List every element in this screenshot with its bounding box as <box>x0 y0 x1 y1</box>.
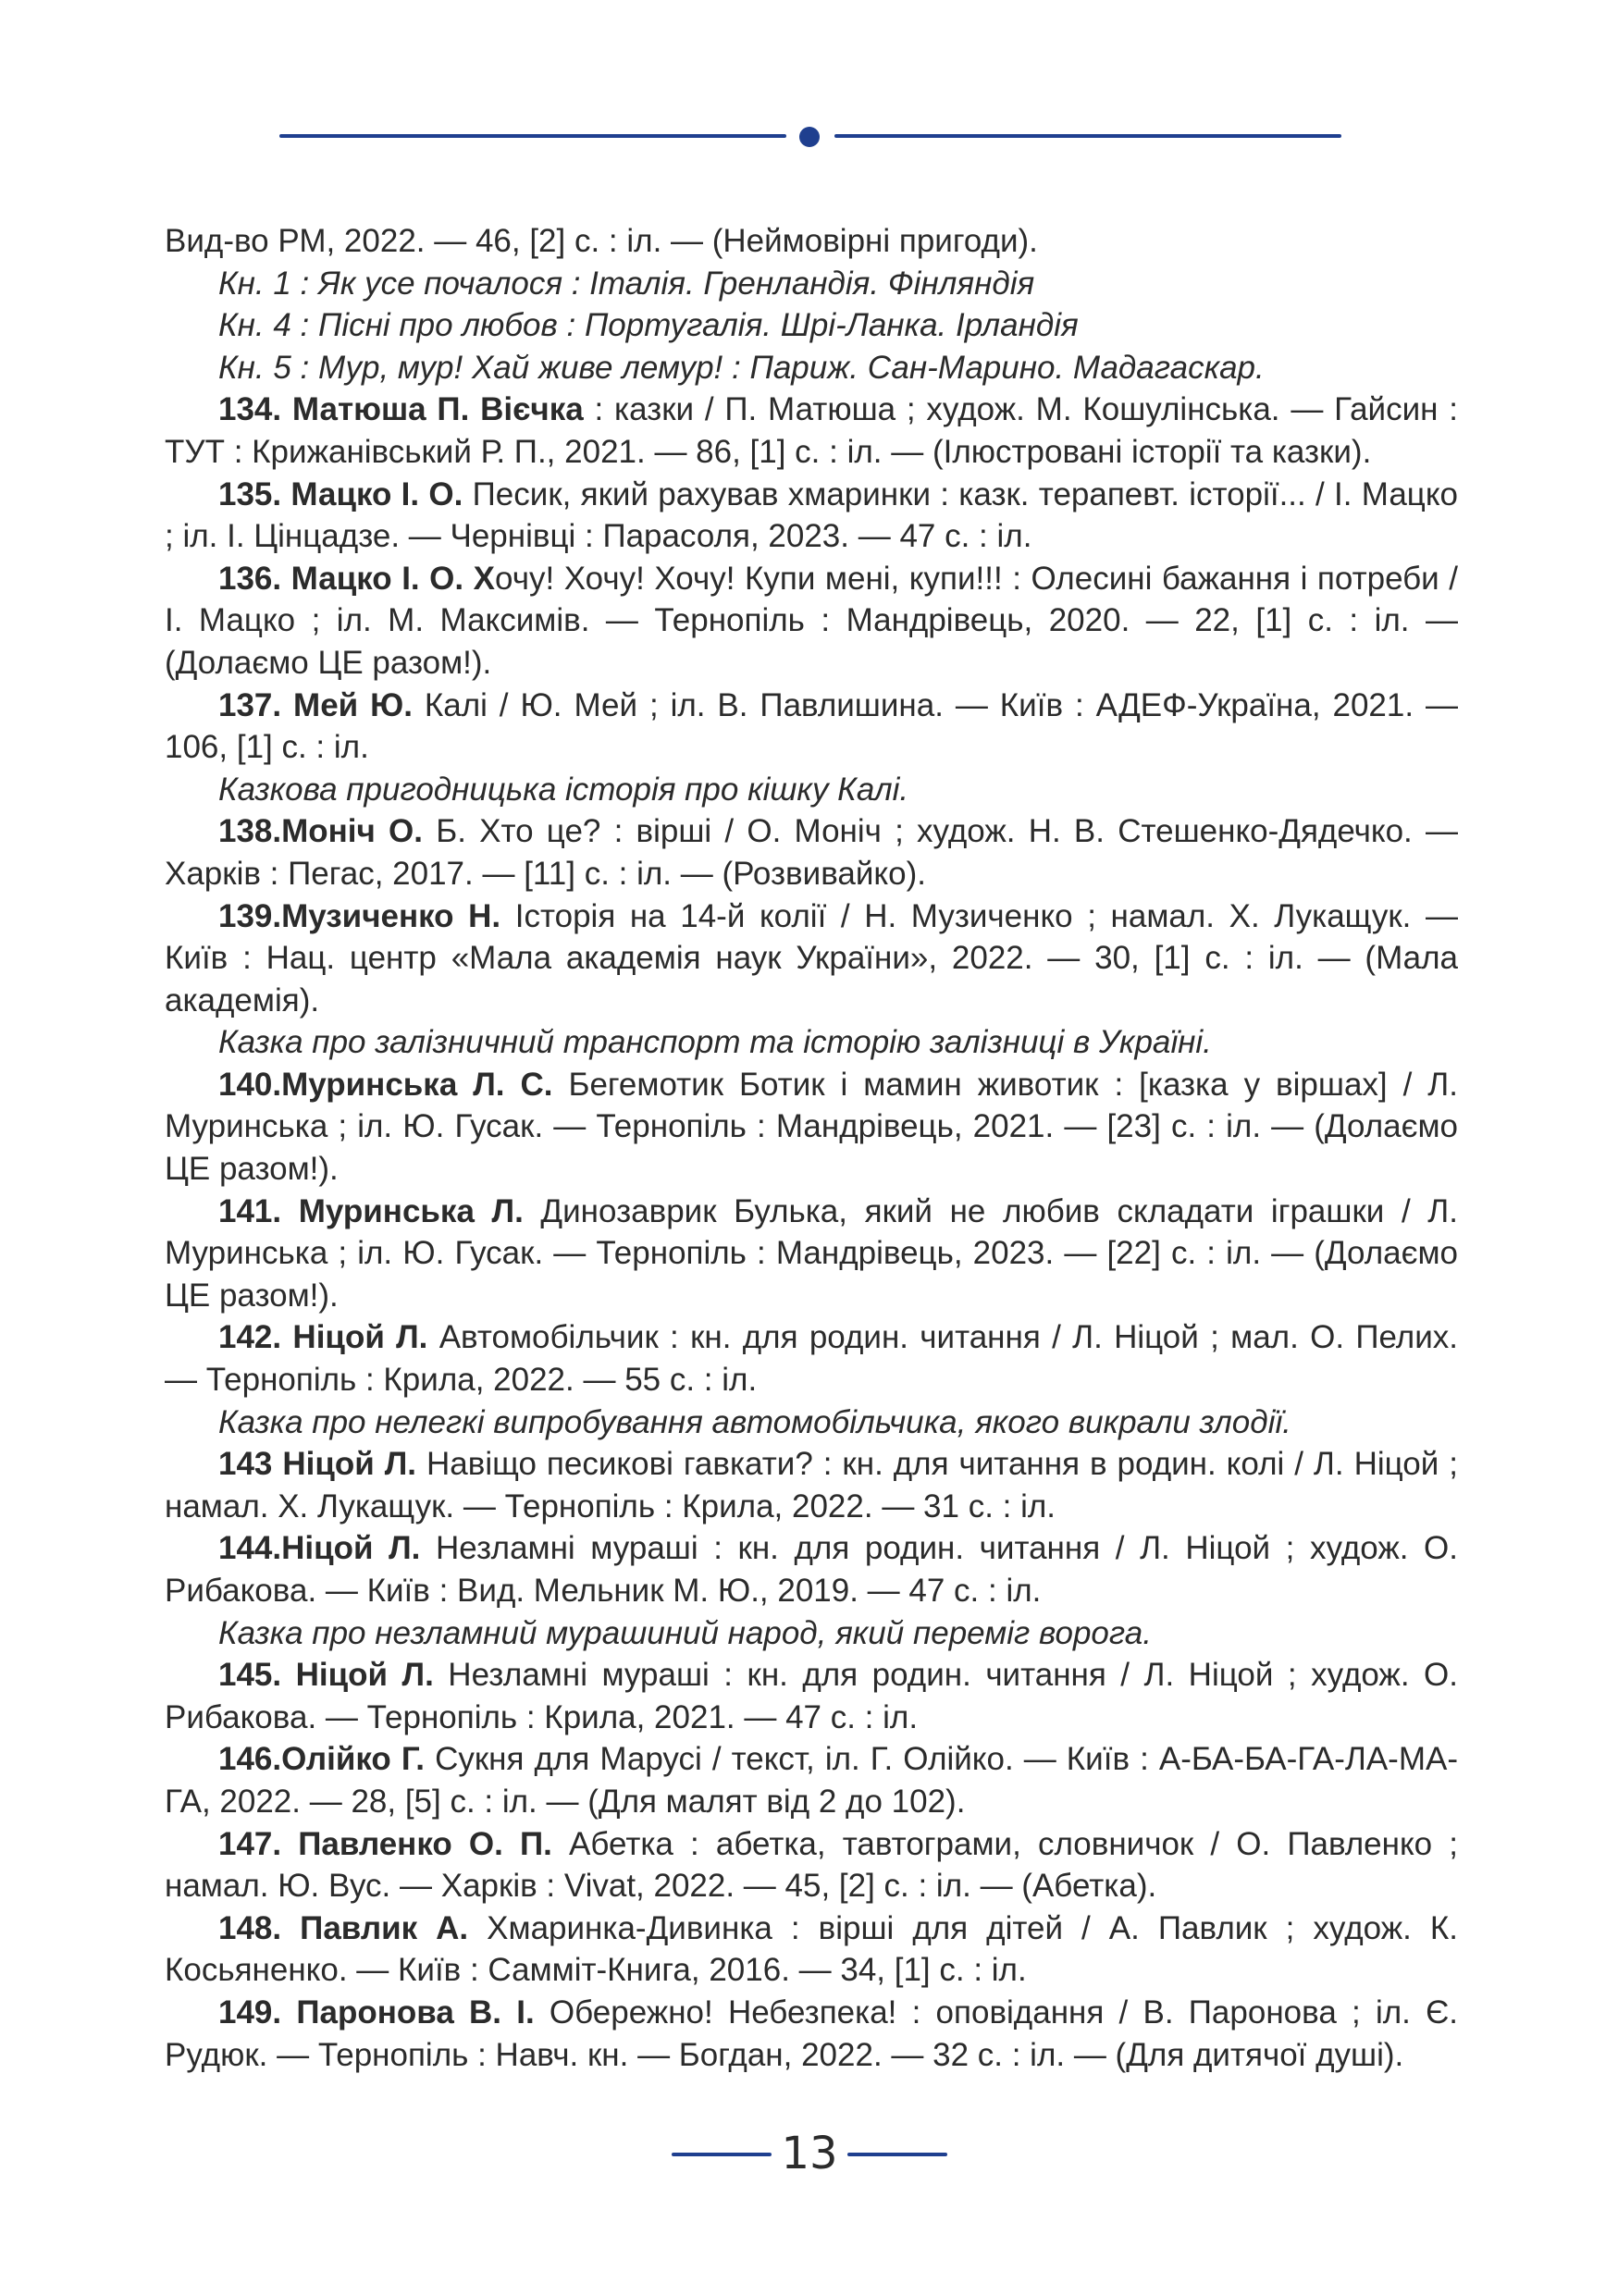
entry-author: Мацко І. О. <box>290 475 463 512</box>
bibliography-entry <box>165 1907 1458 1992</box>
entry-author: Мацко І. О. Х <box>290 560 496 597</box>
entry-annotation: Казка про нелегкі випробування автомобільчика, якого викрали злодії. <box>218 1403 1291 1440</box>
entry-description: Обережно! Небезпека! : оповідання / В. Паронова ; іл. Є. Рудюк. — Тернопіль : Навч. кн. — Богдан, 2022. — 32 с. : іл. — (Для дитячої душі). <box>165 1994 1458 2073</box>
entry-description: Хмаринка-Дивинка : вірші для дітей / А. Павлик ; худож. К. Косьяненко. — Київ : Самміт-Книга, 2016. — 34, [1] с. : іл. <box>165 1909 1458 1989</box>
entry-number: 147. <box>218 1825 282 1862</box>
header-rule-left <box>279 134 786 138</box>
bibliography-entry <box>165 1823 1458 1907</box>
entry-author: Ніцой Л. <box>281 1530 421 1567</box>
entry-description: Динозаврик Булька, який не любив складати іграшки / Л. Муринська ; іл. Ю. Гусак. — Тернопіль : Мандрівець, 2023. — [22] с. : іл. — (Долаємо ЦЕ разом!). <box>165 1192 1458 1314</box>
entry-number: 144. <box>218 1530 282 1567</box>
entry-author: Матюша П. Вієчка <box>291 391 584 428</box>
header-rule-right <box>834 134 1341 138</box>
entry-author: Павлик А. <box>300 1909 469 1946</box>
footer-rule-left <box>672 2153 772 2156</box>
entry-author: Павленко О. П. <box>298 1825 552 1862</box>
entry-annotation: Казка про незламний мурашиний народ, який переміг ворога. <box>218 1614 1152 1651</box>
bibliography-entry <box>165 474 1458 558</box>
header-dot-ornament <box>799 127 820 147</box>
entry-number: 143 <box>218 1446 273 1483</box>
entry-number: 136. <box>218 560 282 597</box>
entry-number: 139. <box>218 897 282 934</box>
entry-number: 145. <box>218 1657 282 1694</box>
entry-author: Музиченко Н. <box>281 897 501 934</box>
entry-number: 142. <box>218 1319 282 1356</box>
bibliography-entry <box>165 685 1458 769</box>
entry-description: Незламні мураші : кн. для родин. читання / Л. Ніцой ; худож. О. Рибакова. — Тернопіль : Крила, 2021. — 47 с. : іл. <box>165 1657 1459 1735</box>
entry-number: 137. <box>218 686 282 723</box>
bibliography-entry <box>165 810 1458 895</box>
continued-entry-text: Вид-во РМ, 2022. — 46, [2] с. : іл. — (Неймовірні пригоди). <box>165 223 1038 259</box>
entry-number: 149. <box>218 1994 282 2031</box>
bibliography-entry <box>165 1443 1458 1527</box>
footer-rule-right <box>847 2153 947 2156</box>
entry-author: Паронова В. І. <box>296 1994 535 2031</box>
entry-description: Абетка : абетка, тавтограми, словничок / О. Павленко ; намал. Ю. Вус. — Харків : Vivat, 2022. — 45, [2] с. : іл. — (Абетка). <box>165 1825 1458 1905</box>
bibliography-entry <box>165 1654 1458 1738</box>
entry-description: Песик, який рахував хмаринки : казк. терапевт. історії... / І. Мацко ; іл. І. Цінцадзе. — Чернівці : Парасоля, 2023. — 47 с. : іл. <box>165 475 1459 555</box>
entry-description: Сукня для Марусі / текст, іл. Г. Олійко. — Київ : А-БА-БА-ГА-ЛА-МА-ГА, 2022. — 28, [5] с. : іл. — (Для малят від 2 до 102). <box>165 1741 1458 1820</box>
entry-description: Історія на 14-й колії / Н. Музиченко ; намал. Х. Лукащук. — Київ : Нац. центр «Мала академія наук України», 2022. — 30, [1] с. : іл. — (Мала академія). <box>165 897 1458 1018</box>
entry-author: Ніцой Л. <box>295 1657 434 1694</box>
entry-number: 134. <box>218 391 282 428</box>
entry-author: Моніч О. <box>281 813 424 850</box>
entry-number: 141. <box>218 1192 282 1229</box>
bibliography-entry <box>165 895 1458 1022</box>
entry-number: 140. <box>218 1066 282 1103</box>
entry-number: 138. <box>218 813 282 850</box>
entry-description: Калі / Ю. Мей ; іл. В. Павлишина. — Київ : АДЕФ-Україна, 2021. — 106, [1] с. : іл. <box>165 686 1458 766</box>
entry-number: 148. <box>218 1909 282 1946</box>
entry-author: Олійко Г. <box>281 1741 426 1778</box>
bibliography-entry <box>165 1316 1458 1401</box>
bibliography-entry <box>165 1992 1458 2076</box>
entry-description: : казки / П. Матюша ; худож. М. Кошулінська. — Гайсин : ТУТ : Крижанівський Р. П., 2021. — 86, [1] с. : іл. — (Ілюстровані історії та казки). <box>165 391 1458 470</box>
bibliography-body <box>165 220 1458 2076</box>
entry-author: Ніцой Л. <box>282 1446 417 1483</box>
entry-annotation: Казка про залізничний транспорт та історію залізниці в Україні. <box>218 1024 1212 1061</box>
bibliography-entry <box>165 1064 1458 1191</box>
entry-description: Бегемотик Ботик і мамин животик : [казка у віршах] / Л. Муринська ; іл. Ю. Гусак. — Тернопіль : Мандрівець, 2021. — [23] с. : іл. — (Долаємо ЦЕ разом!). <box>165 1066 1459 1188</box>
entry-number: 135. <box>218 475 282 512</box>
entry-author: Ніцой Л. <box>292 1319 428 1356</box>
bibliography-entry <box>165 1738 1458 1822</box>
entry-description: Б. Хто це? : вірші / О. Моніч ; худож. Н. В. Стешенко-Дядечко. — Харків : Пегас, 2017. — [11] с. : іл. — (Розвивайко). <box>165 813 1458 892</box>
entry-description: Автомобільчик : кн. для родин. читання / Л. Ніцой ; мал. О. Пелих. — Тернопіль : Крила, 2022. — 55 с. : іл. <box>165 1319 1458 1399</box>
entry-description: Навіщо песикові гавкати? : кн. для читання в родин. колі / Л. Ніцой ; намал. Х. Лукащук. — Тернопіль : Крила, 2022. — 31 с. : іл. <box>165 1446 1458 1524</box>
entry-list <box>165 389 1458 2076</box>
bibliography-entry <box>165 1527 1458 1611</box>
bibliography-entry <box>165 1191 1458 1317</box>
entry-author: Мей Ю. <box>293 686 413 723</box>
bibliography-entry <box>165 389 1458 473</box>
volume-note-1: Кн. 1 : Як усе почалося : Італія. Гренландія. Фінляндія <box>218 265 1035 302</box>
entry-annotation: Казкова пригодницька історія про кішку Калі. <box>218 771 909 808</box>
entry-description: Незламні мураші : кн. для родин. читання / Л. Ніцой ; худож. О. Рибакова. — Київ : Вид. Мельник М. Ю., 2019. — 47 с. : іл. <box>165 1530 1459 1609</box>
page-number: 13 <box>781 2128 838 2179</box>
volume-note-3: Кн. 5 : Мур, мур! Хай живе лемур! : Париж. Сан-Марино. Мадагаскар. <box>218 349 1265 386</box>
bibliography-entry <box>165 558 1458 685</box>
entry-author: Муринська Л. <box>298 1192 524 1229</box>
entry-author: Муринська Л. С. <box>281 1066 553 1103</box>
entry-description: очу! Хочу! Хочу! Купи мені, купи!!! : Олесині бажання і потреби / І. Мацко ; іл. М. Максимів. — Тернопіль : Мандрівець, 2020. — 22, [1] с. : іл. — (Долаємо ЦЕ разом!). <box>165 560 1458 681</box>
entry-number: 146. <box>218 1741 282 1778</box>
volume-note-2: Кн. 4 : Пісні про любов : Португалія. Шрі-Ланка. Ірландія <box>218 307 1079 344</box>
